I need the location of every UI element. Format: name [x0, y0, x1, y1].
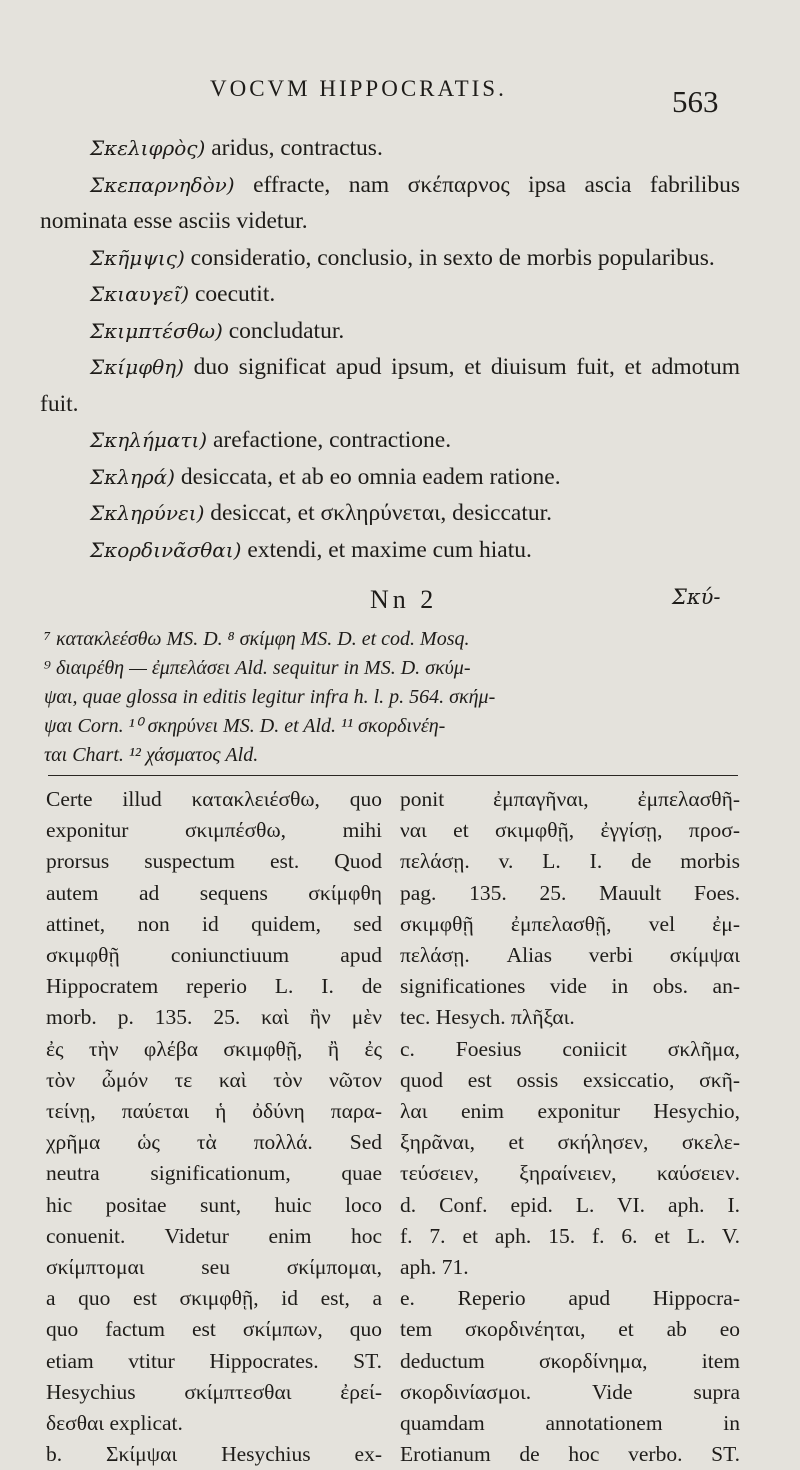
- annotation-line: deductum σκορδίνημα, item: [400, 1348, 740, 1373]
- glossary-entry: [40, 313, 740, 350]
- entry-headword: Σκῆμψις): [90, 245, 185, 270]
- annotation-line: conuenit. Videtur enim hoc: [46, 1223, 382, 1248]
- entry-definition: arefactione, contractione.: [207, 427, 452, 453]
- annotation-line: Erotianum de hoc verbo. ST.: [400, 1442, 740, 1467]
- annotation-line: b. Σκίμψαι Hesychius ex-: [46, 1442, 382, 1467]
- annotation-line: quo factum est σκίμπων, quo: [46, 1317, 382, 1342]
- entry-definition: consideratio, conclusio, in sexto de morbis popularibus.: [184, 244, 715, 271]
- annotation-line: attinet, non id quidem, sed: [46, 911, 382, 936]
- entry-definition: concludatur.: [222, 317, 345, 344]
- annotation-line: quamdam annotationem in: [400, 1411, 740, 1436]
- annotation-line: τείνῃ, παύεται ἡ ὀδύνη παρα-: [46, 1099, 382, 1124]
- annotation-line: σκιμφθῇ coniunctiuum apud: [46, 943, 382, 968]
- entry-headword: Σκληρύνει): [90, 501, 205, 525]
- annotation-line: exponitur σκιμπέσθω, mihi: [46, 818, 382, 843]
- annotation-line: etiam vtitur Hippocrates. ST.: [46, 1348, 382, 1373]
- annotation-line: prorsus suspectum est. Quod: [46, 849, 382, 874]
- glossary-entry: [40, 130, 740, 167]
- entry-definition: desiccat, et σκληρύνεται, desiccatur.: [204, 500, 553, 526]
- glossary-entry: [40, 532, 740, 569]
- entry-headword: Σκληρά): [90, 464, 175, 489]
- annotation-line: significationes vide in obs. an-: [400, 974, 740, 999]
- entry-headword: Σκεπαρνηδὸν): [90, 172, 235, 197]
- left-annotation-column: [46, 784, 382, 1470]
- annotation-line: τὸν ὦμόν τε καὶ τὸν νῶτον: [46, 1067, 382, 1092]
- annotation-line: tec. Hesych. πλῆξαι.: [400, 1005, 575, 1030]
- footnote-line: ται Chart. ¹² χάσματος Ald.: [44, 744, 259, 766]
- annotation-line: tem σκορδινέηται, et ab eo: [400, 1317, 740, 1342]
- page-number: 563: [672, 84, 719, 119]
- annotation-line: Hippocratem reperio L. I. de: [46, 974, 382, 999]
- glossary-entry: [40, 495, 740, 532]
- annotation-line: f. 7. et aph. 15. f. 6. et L. V.: [400, 1223, 740, 1248]
- catchword: Σκύ-: [672, 585, 721, 609]
- annotation-line: ponit ἐμπαγῆναι, ἐμπελασθῆ-: [400, 787, 740, 811]
- annotation-line: Certe illud κατακλειέσθω, quo: [46, 787, 382, 811]
- glossary-entry: [40, 167, 740, 240]
- running-title: VOCVM HIPPOCRATIS.: [210, 76, 507, 101]
- annotation-line: πελάσῃ. Alias verbi σκίμψαι: [400, 943, 740, 968]
- annotation-line: λαι enim exponitur Hesychio,: [400, 1099, 740, 1124]
- annotation-line: ναι et σκιμφθῇ, ἐγγίσῃ, προσ-: [400, 818, 740, 843]
- glossary-entry: [40, 459, 740, 496]
- annotation-line: morb. p. 135. 25. καὶ ἢν μὲν: [46, 1005, 382, 1030]
- entry-headword: Σκορδινᾶσθαι): [90, 537, 242, 562]
- glossary-entry: [40, 349, 740, 422]
- entry-definition: duo significat apud ipsum, et diuisum fuit, et admotum fuit.: [40, 354, 740, 417]
- annotation-line: a quo est σκιμφθῇ, id est, a: [46, 1286, 382, 1311]
- entry-headword: Σκιαυγεῖ): [90, 282, 190, 306]
- annotation-line: τεύσειεν, ξηραίνειεν, καύσειεν.: [400, 1161, 740, 1186]
- annotation-line: quod est ossis exsiccatio, σκῆ-: [400, 1067, 740, 1092]
- column-divider-rule: [48, 775, 738, 776]
- signature-mark: Nn 2: [370, 585, 438, 614]
- glossary-entry: [40, 276, 740, 313]
- right-annotation-column: [400, 784, 740, 1470]
- annotation-line: hic positae sunt, huic loco: [46, 1192, 382, 1217]
- annotation-line: πελάσῃ. v. L. I. de morbis: [400, 849, 740, 874]
- glossary-entries: [40, 130, 740, 568]
- annotation-line: neutra significationum, quae: [46, 1161, 382, 1186]
- annotation-line: ξηρᾶναι, et σκήλησεν, σκελε-: [400, 1130, 740, 1155]
- entry-definition: coecutit.: [189, 281, 276, 307]
- entry-definition: effracte, nam σκέπαρνος ipsa ascia fabrilibus nominata esse asciis videtur.: [40, 171, 740, 234]
- annotation-line: σκίμπτομαι seu σκίμπομαι,: [46, 1255, 382, 1280]
- annotation-line: c. Foesius coniicit σκλῆμα,: [400, 1036, 740, 1061]
- annotation-line: e. Reperio apud Hippocra-: [400, 1286, 740, 1311]
- footnotes: [44, 625, 740, 770]
- annotation-line: pag. 135. 25. Mauult Foes.: [400, 880, 740, 905]
- annotation-line: autem ad sequens σκίμφθη: [46, 880, 382, 905]
- signature-line: [0, 585, 800, 625]
- entry-headword: Σκηλήματι): [90, 428, 208, 452]
- glossary-entry: [40, 240, 740, 277]
- running-head: [0, 74, 800, 119]
- annotation-line: d. Conf. epid. L. VI. aph. I.: [400, 1192, 740, 1217]
- annotation-line: σκορδινίασμοι. Vide supra: [400, 1379, 740, 1404]
- annotation-line: ἐς τὴν φλέβα σκιμφθῇ, ἢ ἐς: [46, 1036, 382, 1061]
- glossary-entry: [40, 422, 740, 459]
- entry-headword: Σκιμπτέσθω): [90, 318, 223, 343]
- annotation-line: χρῆμα ὡς τὰ πολλά. Sed: [46, 1130, 382, 1155]
- entry-definition: extendi, et maxime cum hiatu.: [241, 536, 532, 563]
- annotation-line: aph. 71.: [400, 1255, 469, 1280]
- footnote-line: ⁷ κατακλεέσθω MS. D. ⁸ σκίμφη MS. D. et cod. Mosq.: [44, 628, 470, 650]
- annotation-line: Hesychius σκίμπτεσθαι ἐρεί-: [46, 1379, 382, 1404]
- annotation-line: δεσθαι explicat.: [46, 1411, 183, 1436]
- annotation-line: σκιμφθῇ ἐμπελασθῇ, vel ἐμ-: [400, 911, 740, 936]
- footnote-line: ⁹ διαιρέθη — ἐμπελάσει Ald. sequitur in MS. D. σκύμ-: [44, 657, 471, 679]
- entry-headword: Σκελιφρὸς): [90, 136, 206, 160]
- entry-headword: Σκίμφθη): [90, 355, 184, 379]
- entry-definition: desiccata, et ab eo omnia eadem ratione.: [174, 463, 561, 490]
- entry-definition: aridus, contractus.: [205, 135, 383, 161]
- footnote-line: ψαι Corn. ¹⁰ σκηρύνει MS. D. et Ald. ¹¹ σκορδινέη-: [44, 715, 446, 737]
- footnote-line: ψαι, quae glossa in editis legitur infra h. l. p. 564. σκήμ-: [44, 686, 496, 708]
